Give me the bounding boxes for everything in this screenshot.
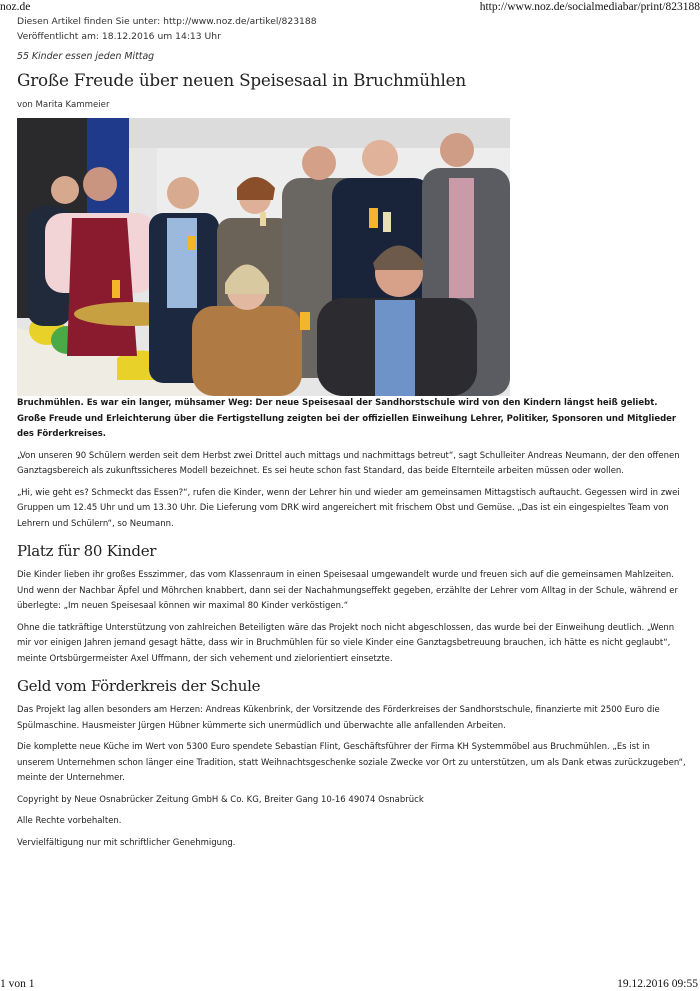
article-kicker: 55 Kinder essen jeden Mittag <box>17 51 155 62</box>
article-paragraph: Ohne die tatkräftige Unterstützung von zahlreichen Beteiligten wäre das Projekt noch nicht abgeschlossen, das wurde bei der Einweihung deutlich. „Wenn mir vor einigen Jahren jemand gesagt hätte, dass wir in Bruchmühlen für so viele Kinder eine Ganztagsbetreuung brauchen, ich hätte es nicht geglaubt“, meinte Ortsbürgermeister Axel Uffmann, der sich vehement und zielorientiert einsetzte. <box>17 622 675 664</box>
article-byline: von Marita Kammeier <box>17 100 110 110</box>
article-photo <box>17 118 510 396</box>
print-header-site: noz.de <box>0 1 31 13</box>
article-paragraph: Das Projekt lag allen besonders am Herzen: Andreas Kükenbrink, der Vorsitzende des Förderkreises der Sandhorstschule, finanzierte mit 2500 Euro die Spülmaschine. Hausmeister Jürgen Hübner kümmerte sich unermüdlich und überwachte alle anfallenden Arbeiten. <box>17 705 660 731</box>
copyright-notice: Copyright by Neue Osnabrücker Zeitung GmbH & Co. KG, Breiter Gang 10-16 49074 Osnabrück <box>17 794 424 805</box>
article-paragraph: Die komplette neue Küche im Wert von 5300 Euro spendete Sebastian Flint, Geschäftsführer der Firma KH Systemmöbel aus Bruchmühlen. „Es ist in unserem Unternehmen schon länger eine Tradition, statt Weihnachtsgeschenke soziale Zwecke vor Ort zu unterstützen, um als Dank etwas zurückzugeben“, meinte der Unternehmer. <box>17 742 686 783</box>
article-paragraph: „Hi, wie geht es? Schmeckt das Essen?“, rufen die Kinder, wenn der Lehrer hin und wieder am gemeinsamen Mittagstisch auftaucht. Gegessen wird in zwei Gruppen um 12.45 Uhr und um 13.30 Uhr. Die Lieferung vom DRK wird angereichert mit frischem Obst und Gemüse. „Das ist ein eingespieltes Team von Lehrern und Schülern“, so Neumann. <box>17 487 680 529</box>
section-heading-platz: Platz für 80 Kinder <box>17 542 157 560</box>
article-paragraph: „Von unseren 90 Schülern werden seit dem Herbst zwei Drittel auch mittags und nachmittags betreut“, sagt Schulleiter Andreas Neumann, der den offenen Ganztagsbereich als zukunftssicheres Modell bezeichnet. Es sei heute schon fast Standard, das beide Elternteile arbeiten müssen oder wollen. <box>17 450 680 476</box>
article <box>17 14 687 851</box>
section-heading-geld: Geld vom Förderkreis der Schule <box>17 677 261 695</box>
article-headline: Große Freude über neuen Speisesaal in Bruchmühlen <box>17 70 466 90</box>
reproduction-notice: Vervielfältigung nur mit schriftlicher Genehmigung. <box>17 837 236 848</box>
article-paragraph: Die Kinder lieben ihr großes Esszimmer, das vom Klassenraum in einen Speisesaal umgewandelt wurde und freuen sich auf die gemeinsamen Mahlzeiten. Und wenn der Nachbar Äpfel und Möhrchen knabbert, dann sei der Nachahmungseffekt gegeben, erzählte der Lehrer vom Alltag in der Schule, während er überlegte: „Im neuen Speisesaal können wir maximal 80 Kinder verköstigen.“ <box>17 570 678 611</box>
print-header-url: http://www.noz.de/socialmediabar/print/823188 <box>479 1 700 13</box>
print-footer-datetime: 19.12.2016 09:55 <box>617 978 698 990</box>
rights-notice: Alle Rechte vorbehalten. <box>17 816 122 826</box>
article-lead: Bruchmühlen. Es war ein langer, mühsamer Weg: Der neue Speisesaal der Sandhorstschule wird von den Kindern längst heiß geliebt. Große Freude und Erleichterung über die Fertigstellung zeigten bei der offiziellen Einweihung Lehrer, Politiker, Sponsoren und Mitglieder des Förderkreises. <box>17 398 677 439</box>
article-source-line: Diesen Artikel finden Sie unter: http://www.noz.de/artikel/823188 <box>17 16 317 27</box>
print-footer-page: 1 von 1 <box>0 978 35 990</box>
group-photo-icon <box>17 118 510 396</box>
article-published-date: Veröffentlicht am: 18.12.2016 um 14:13 Uhr <box>17 31 221 42</box>
